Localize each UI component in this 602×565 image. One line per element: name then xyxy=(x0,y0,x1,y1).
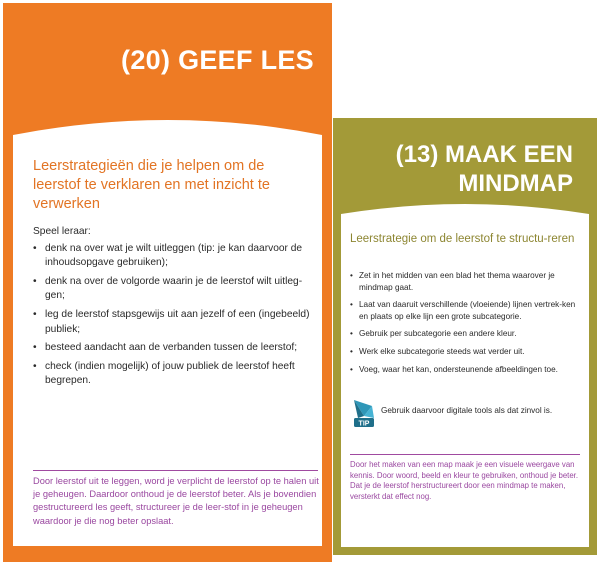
card-body xyxy=(350,270,580,381)
tip-icon xyxy=(350,398,378,428)
list-item: • denk na over wat je wilt uitleggen (tip: je kan daarvoor de inhoudsopgave gebruiken); xyxy=(33,242,313,271)
card-subtitle: Leerstrategie om de leerstof te structu-reren xyxy=(350,233,575,245)
divider xyxy=(33,470,318,471)
curve-decoration xyxy=(341,202,589,232)
card-title: (13) MAAK EEN MINDMAP xyxy=(395,141,573,197)
strategy-list xyxy=(33,242,313,389)
card-content xyxy=(341,202,589,547)
card-footer: Door het maken van een map maak je een visuele weergave van kennis. Door woord, beeld en kleur te gebruiken, onthoud je beter. Dat je de leerstof herstructureert door een mindmap te maken, versterkt dat effect nog. xyxy=(350,460,578,501)
list-item: • Gebruik per subcategorie een andere kleur. xyxy=(350,328,580,340)
list-item: • denk na over de volgorde waarin je de leerstof wilt uitleg-gen; xyxy=(33,275,313,304)
card-title: (20) GEEF LES xyxy=(121,45,314,75)
divider xyxy=(350,454,580,455)
curve-decoration xyxy=(13,117,322,157)
list-item: • Werk elke subcategorie steeds wat verder uit. xyxy=(350,346,580,358)
list-item: • Zet in het midden van een blad het thema waarover je mindmap gaat. xyxy=(350,270,580,293)
card-subtitle: Leerstrategieën die je helpen om de leerstof te verklaren en met inzicht te verwerken xyxy=(33,158,270,212)
list-item: • Laat van daaruit verschillende (vloeiende) lijnen vertrek-ken en plaats op elke lijn een grote subcategorie. xyxy=(350,299,580,322)
list-item: • Voeg, waar het kan, ondersteunende afbeeldingen toe. xyxy=(350,364,580,376)
list-item: • check (indien mogelijk) of jouw publiek de leerstof heeft begrepen. xyxy=(33,360,313,389)
tip-label: TIP xyxy=(358,420,370,428)
list-item: • besteed aandacht aan de verbanden tussen de leerstof; xyxy=(33,341,313,356)
list-item: • leg de leerstof stapsgewijs uit aan jezelf of een (ingebeeld) publiek; xyxy=(33,308,313,337)
card-footer: Door leerstof uit te leggen, word je verplicht de leerstof op te halen uit je geheugen. Daardoor onthoud je de leerstof beter. Als je bovendien gestructureerd les geeft, structureer je de leer-stof in je geheugen waardoor je die nog beter opslaat. xyxy=(33,476,319,526)
card-content xyxy=(13,117,322,546)
tip-text: Gebruik daarvoor digitale tools als dat zinvol is. xyxy=(381,406,553,415)
card-maak-een-mindmap xyxy=(333,118,597,555)
card-geef-les xyxy=(3,3,332,562)
intro-text: Speel leraar: xyxy=(33,226,91,237)
tip-box xyxy=(350,398,582,430)
strategy-list xyxy=(350,270,580,375)
card-body xyxy=(33,225,313,393)
